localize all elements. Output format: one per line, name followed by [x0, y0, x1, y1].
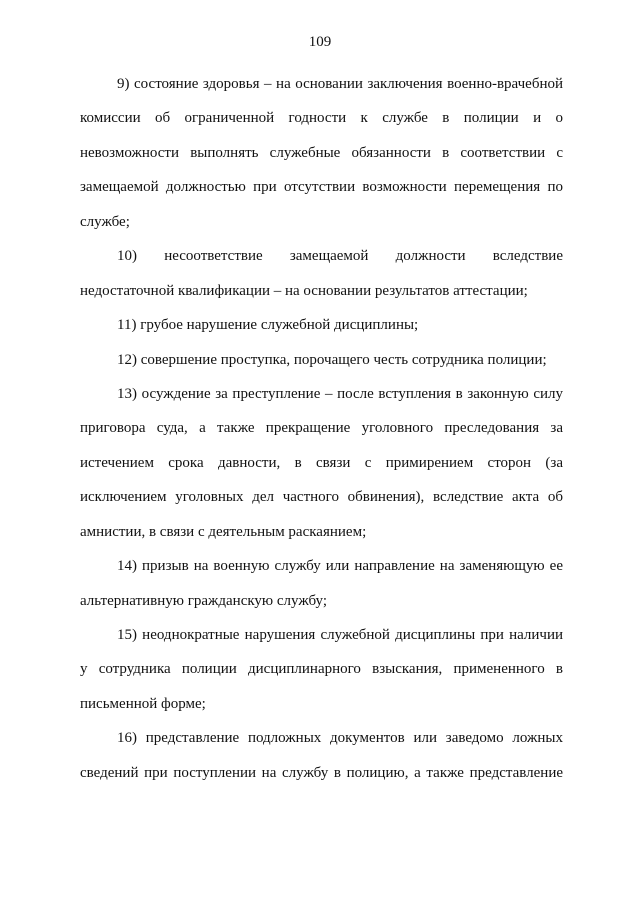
- text-line: истечением срока давности, в связи с примирением сторон (за: [80, 454, 563, 471]
- text-line: службе;: [80, 213, 130, 230]
- text-line: 10) несоответствие замещаемой должности вследствие: [117, 248, 563, 265]
- text-line: приговора суда, а также прекращение уголовного преследования за: [80, 420, 563, 437]
- text-line: альтернативную гражданскую службу;: [80, 592, 328, 609]
- text-line: амнистии, в связи с деятельным раскаянием;: [80, 523, 367, 540]
- paragraph: [80, 727, 563, 796]
- text-line: 14) призыв на военную службу или направление на заменяющую ее: [117, 558, 563, 575]
- text-line: 16) представление подложных документов или заведомо ложных: [117, 730, 563, 747]
- text-line: исключением уголовных дел частного обвинения), вследствие акта об: [80, 489, 563, 506]
- text-line: замещаемой должностью при отсутствии возможности перемещения по: [80, 179, 563, 196]
- text-line: невозможности выполнять служебные обязанности в соответствии с: [80, 144, 563, 161]
- text-line: 11) грубое нарушение служебной дисциплины;: [117, 317, 419, 334]
- document-body: [80, 73, 563, 796]
- paragraph: [80, 349, 563, 383]
- text-line: сведений при поступлении на службу в полицию, а также представление: [80, 764, 563, 781]
- paragraph: [80, 383, 563, 555]
- text-line: комиссии об ограниченной годности к службе в полиции и о: [80, 110, 563, 127]
- text-line: 13) осуждение за преступление – после вступления в законную силу: [117, 385, 563, 402]
- paragraph: [80, 555, 563, 624]
- text-line: письменной форме;: [80, 695, 206, 712]
- page-number: 109: [308, 34, 332, 50]
- text-line: 9) состояние здоровья – на основании заключения военно-врачебной: [117, 76, 563, 92]
- paragraph: [80, 245, 563, 314]
- text-line: 12) совершение проступка, порочащего честь сотрудника полиции;: [117, 351, 547, 368]
- paragraph: [80, 624, 563, 727]
- paragraph: [80, 73, 563, 245]
- paragraph: [80, 314, 563, 348]
- text-line: недостаточной квалификации – на основании результатов аттестации;: [80, 282, 528, 299]
- text-line: у сотрудника полиции дисциплинарного взыскания, примененного в: [80, 661, 563, 678]
- text-line: 15) неоднократные нарушения служебной дисциплины при наличии: [117, 627, 563, 643]
